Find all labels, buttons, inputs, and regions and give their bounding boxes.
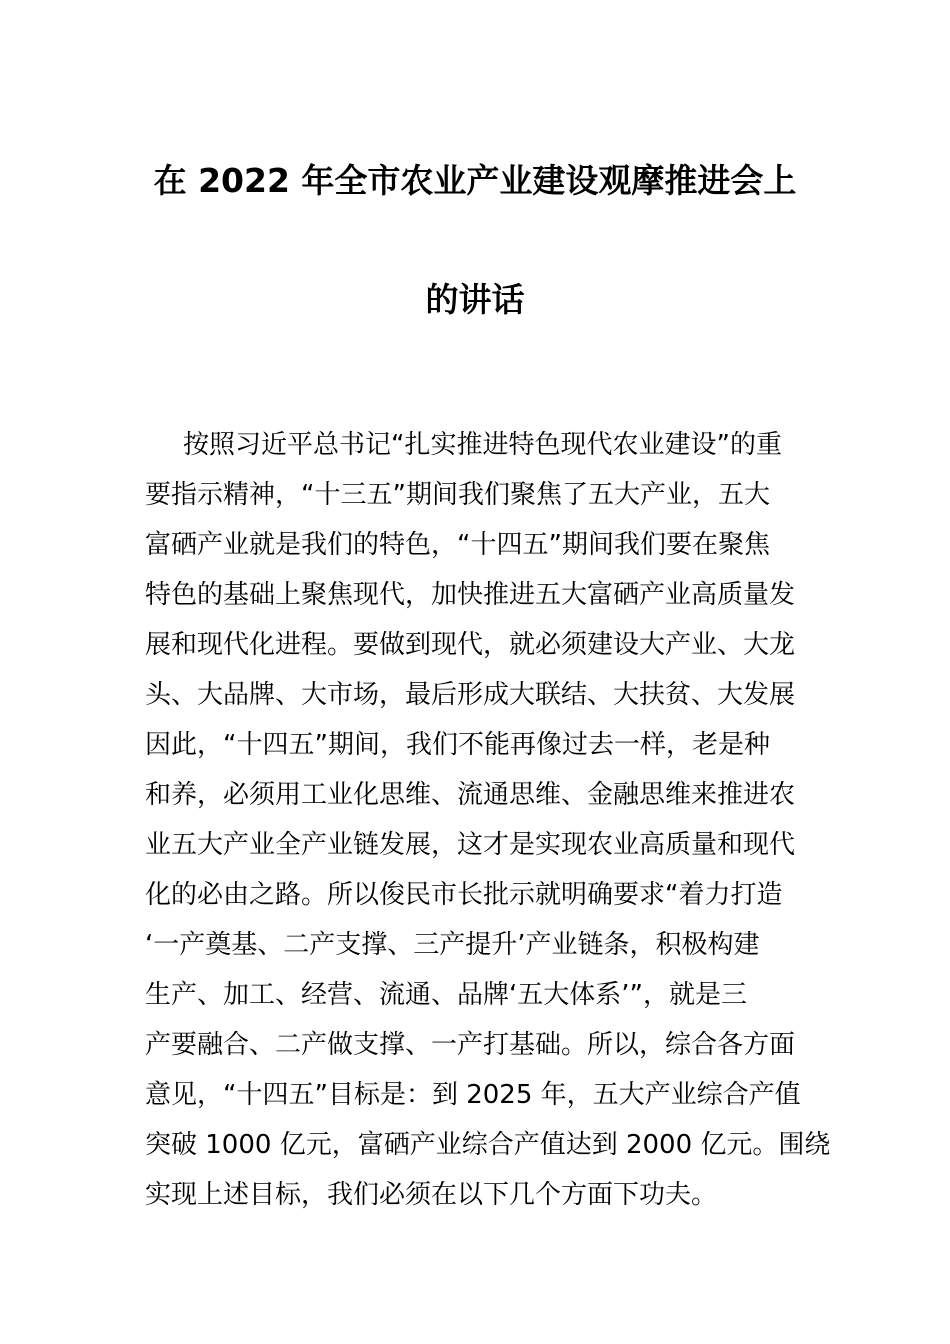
paragraph-line: 头、大品牌、大市场，最后形成大联结、大扶贫、大发展 [145, 680, 796, 710]
paragraph-line: 突破 1000 亿元，富硒产业综合产值达到 2000 亿元。围绕 [145, 1130, 831, 1160]
paragraph-line: 因此，“十四五”期间，我们不能再像过去一样，老是种 [145, 730, 770, 760]
paragraph-line: 生产、加工、经营、流通、品牌‘五大体系’”，就是三 [145, 980, 747, 1010]
paragraph-line: 要指示精神，“十三五”期间我们聚焦了五大产业，五大 [145, 480, 770, 510]
document-title-line-1: 在 2022 年全市农业产业建设观摩推进会上 [153, 161, 797, 200]
paragraph-line: 富硒产业就是我们的特色，“十四五”期间我们要在聚焦 [145, 530, 770, 560]
paragraph-line: 和养，必须用工业化思维、流通思维、金融思维来推进农 [145, 780, 796, 810]
paragraph-line: 按照习近平总书记“扎实推进特色现代农业建设”的重 [183, 430, 782, 460]
paragraph-line: 特色的基础上聚焦现代，加快推进五大富硒产业高质量发 [145, 580, 796, 610]
paragraph-line: 业五大产业全产业链发展，这才是实现农业高质量和现代 [145, 830, 796, 860]
paragraph-line: ‘一产奠基、二产支撑、三产提升’产业链条，积极构建 [145, 930, 760, 960]
paragraph-line: 展和现代化进程。要做到现代，就必须建设大产业、大龙 [145, 630, 796, 660]
speech-paragraph [145, 420, 831, 1220]
paragraph-line: 产要融合、二产做支撑、一产打基础。所以，综合各方面 [145, 1030, 796, 1060]
document-title-line-2: 的讲话 [425, 280, 525, 319]
paragraph-line: 意见，“十四五”目标是：到 2025 年，五大产业综合产值 [145, 1080, 801, 1110]
paragraph-line: 实现上述目标，我们必须在以下几个方面下功夫。 [145, 1180, 718, 1210]
paragraph-line: 化的必由之路。所以俊民市长批示就明确要求“着力打造 [145, 880, 783, 910]
